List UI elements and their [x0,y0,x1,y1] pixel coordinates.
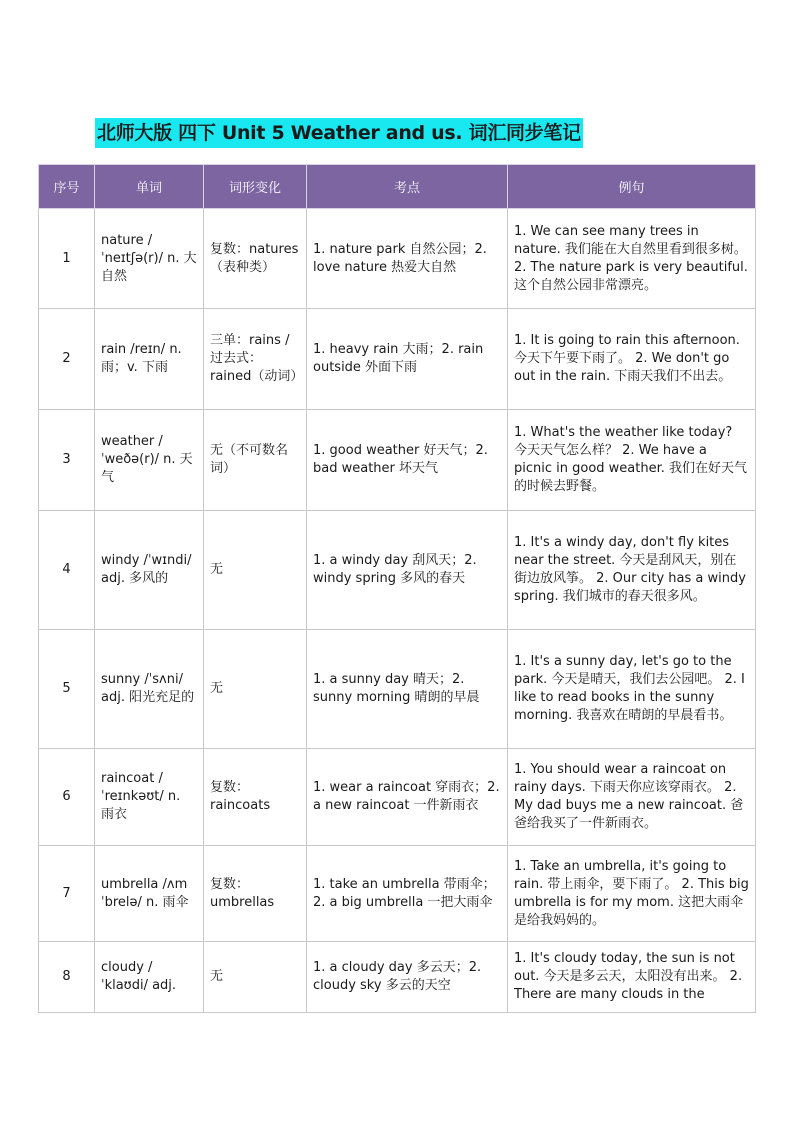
table-row [39,209,756,309]
header-examples: 例句 [508,165,756,209]
row-number: 5 [39,630,95,749]
row-forms: 复数：natures（表种类） [204,209,307,309]
table-row [39,942,756,1013]
row-examples: 1. It's a sunny day, let's go to the park. 今天是晴天，我们去公园吧。 2. I like to read books in the sunny morning. 我喜欢在晴朗的早晨看书。 [508,630,756,749]
page-title: 北师大版 四下 Unit 5 Weather and us. 词汇同步笔记 [95,118,583,148]
table-row [39,309,756,410]
row-number: 2 [39,309,95,410]
header-word-forms: 词形变化 [204,165,307,209]
row-examples: 1. It is going to rain this afternoon. 今天下午要下雨了。 2. We don't go out in the rain. 下雨天我们不出去。 [508,309,756,410]
vocabulary-table [38,164,756,1013]
row-points: 1. heavy rain 大雨；2. rain outside 外面下雨 [307,309,508,410]
row-word: windy /ˈwɪndi/ adj. 多风的 [95,511,204,630]
table-row [39,511,756,630]
row-number: 6 [39,749,95,846]
row-examples: 1. You should wear a raincoat on rainy days. 下雨天你应该穿雨衣。 2. My dad buys me a new raincoat. 爸爸给我买了一件新雨衣。 [508,749,756,846]
header-key-points: 考点 [307,165,508,209]
row-forms: 复数：umbrellas [204,846,307,942]
row-forms: 复数：raincoats [204,749,307,846]
row-forms: 三单：rains / 过去式：rained（动词） [204,309,307,410]
header-number: 序号 [39,165,95,209]
row-examples: 1. What's the weather like today? 今天天气怎么样？ 2. We have a picnic in good weather. 我们在好天气的时候去野餐。 [508,410,756,511]
row-word: raincoat /ˈreɪnkəʊt/ n. 雨衣 [95,749,204,846]
row-points: 1. a sunny day 晴天；2. sunny morning 晴朗的早晨 [307,630,508,749]
row-points: 1. take an umbrella 带雨伞；2. a big umbrella 一把大雨伞 [307,846,508,942]
row-word: weather /ˈweðə(r)/ n. 天气 [95,410,204,511]
row-number: 3 [39,410,95,511]
row-number: 7 [39,846,95,942]
row-points: 1. nature park 自然公园；2. love nature 热爱大自然 [307,209,508,309]
row-forms: 无 [204,630,307,749]
row-forms: 无（不可数名词） [204,410,307,511]
row-number: 1 [39,209,95,309]
table-row [39,410,756,511]
row-forms: 无 [204,942,307,1013]
table-row [39,846,756,942]
row-word: sunny /ˈsʌni/ adj. 阳光充足的 [95,630,204,749]
row-examples [508,942,756,1013]
row-points: 1. wear a raincoat 穿雨衣；2. a new raincoat 一件新雨衣 [307,749,508,846]
row-word: rain /reɪn/ n. 雨；v. 下雨 [95,309,204,410]
row-number: 4 [39,511,95,630]
row-examples: 1. It's a windy day, don't fly kites near the street. 今天是刮风天，别在街边放风筝。 2. Our city has a windy spring. 我们城市的春天很多风。 [508,511,756,630]
header-word: 单词 [95,165,204,209]
row-examples: 1. We can see many trees in nature. 我们能在大自然里看到很多树。 2. The nature park is very beautiful. 这个自然公园非常漂亮。 [508,209,756,309]
table-row [39,630,756,749]
table-row [39,749,756,846]
row-word: umbrella /ʌmˈbrelə/ n. 雨伞 [95,846,204,942]
row-forms: 无 [204,511,307,630]
examples-text: 1. It's cloudy today, the sun is not out. 今天是多云天，太阳没有出来。 2. There are many clouds in the [514,951,743,1002]
row-points: 1. a cloudy day 多云天；2. cloudy sky 多云的天空 [307,942,508,1013]
row-points: 1. good weather 好天气；2. bad weather 坏天气 [307,410,508,511]
row-number: 8 [39,942,95,1013]
row-examples: 1. Take an umbrella, it's going to rain. 带上雨伞，要下雨了。 2. This big umbrella is for my mom. 这把大雨伞是给我妈妈的。 [508,846,756,942]
row-word: nature /ˈneɪtʃə(r)/ n. 大自然 [95,209,204,309]
table-header-row [39,165,756,209]
row-word: cloudy /ˈklaʊdi/ adj. [95,942,204,1013]
row-points: 1. a windy day 刮风天；2. windy spring 多风的春天 [307,511,508,630]
